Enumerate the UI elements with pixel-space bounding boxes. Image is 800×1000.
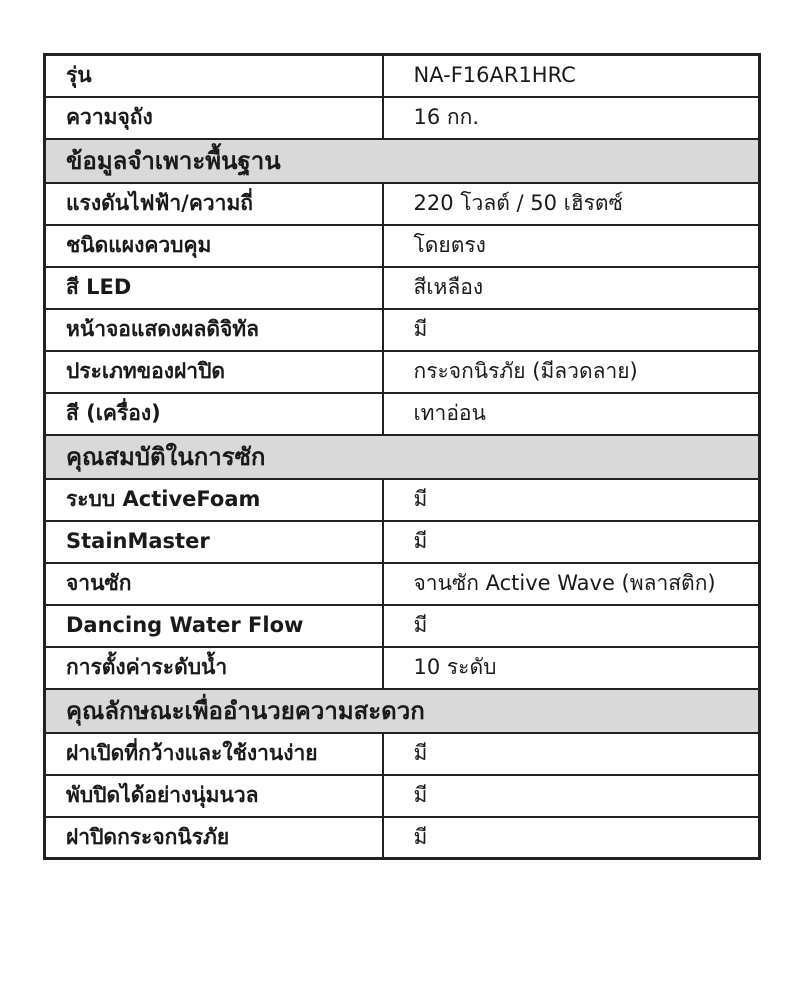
spec-label: พับปิดได้อย่างนุ่มนวล — [45, 775, 383, 817]
spec-value: มี — [383, 521, 760, 563]
spec-row-led-color — [45, 267, 760, 309]
spec-row-capacity — [45, 97, 760, 139]
spec-label: ฝาเปิดที่กว้างและใช้งานง่าย — [45, 733, 383, 775]
spec-label: ฝาปิดกระจกนิรภัย — [45, 817, 383, 859]
spec-value: มี — [383, 309, 760, 351]
section-header-basic-specs — [45, 139, 760, 183]
spec-row-soft-close — [45, 775, 760, 817]
spec-value: NA-F16AR1HRC — [383, 55, 760, 97]
spec-label: ความจุถัง — [45, 97, 383, 139]
spec-value: มี — [383, 479, 760, 521]
section-header-washing-features — [45, 435, 760, 479]
spec-value: มี — [383, 817, 760, 859]
spec-label: StainMaster — [45, 521, 383, 563]
spec-table-body — [45, 55, 760, 859]
spec-value: สีเหลือง — [383, 267, 760, 309]
spec-value: จานซัก Active Wave (พลาสติก) — [383, 563, 760, 605]
spec-row-control-panel — [45, 225, 760, 267]
spec-value: โดยตรง — [383, 225, 760, 267]
spec-label: ชนิดแผงควบคุม — [45, 225, 383, 267]
spec-row-activefoam — [45, 479, 760, 521]
spec-label: สี (เครื่อง) — [45, 393, 383, 435]
spec-row-wide-lid — [45, 733, 760, 775]
spec-label: แรงดันไฟฟ้า/ความถี่ — [45, 183, 383, 225]
section-header-convenience-features — [45, 689, 760, 733]
spec-row-model — [45, 55, 760, 97]
spec-label: การตั้งค่าระดับน้ำ — [45, 647, 383, 689]
spec-row-voltage — [45, 183, 760, 225]
section-title: คุณสมบัติในการซัก — [45, 435, 760, 479]
spec-value: มี — [383, 775, 760, 817]
spec-label: ระบบ ActiveFoam — [45, 479, 383, 521]
spec-value: กระจกนิรภัย (มีลวดลาย) — [383, 351, 760, 393]
spec-row-glass-lid — [45, 817, 760, 859]
spec-row-dancing-water-flow — [45, 605, 760, 647]
spec-value: 220 โวลต์ / 50 เฮิรตซ์ — [383, 183, 760, 225]
spec-value: 10 ระดับ — [383, 647, 760, 689]
spec-label: หน้าจอแสดงผลดิจิทัล — [45, 309, 383, 351]
spec-value: 16 กก. — [383, 97, 760, 139]
spec-row-stainmaster — [45, 521, 760, 563]
section-title: ข้อมูลจำเพาะพื้นฐาน — [45, 139, 760, 183]
spec-row-water-level — [45, 647, 760, 689]
spec-row-digital-display — [45, 309, 760, 351]
spec-table — [43, 53, 761, 860]
spec-label: รุ่น — [45, 55, 383, 97]
spec-row-machine-color — [45, 393, 760, 435]
spec-value: มี — [383, 605, 760, 647]
spec-value: มี — [383, 733, 760, 775]
spec-value: เทาอ่อน — [383, 393, 760, 435]
spec-row-pulsator — [45, 563, 760, 605]
spec-label: Dancing Water Flow — [45, 605, 383, 647]
spec-label: สี LED — [45, 267, 383, 309]
spec-row-lid-type — [45, 351, 760, 393]
spec-label: ประเภทของฝาปิด — [45, 351, 383, 393]
spec-label: จานซัก — [45, 563, 383, 605]
section-title: คุณลักษณะเพื่ออำนวยความสะดวก — [45, 689, 760, 733]
